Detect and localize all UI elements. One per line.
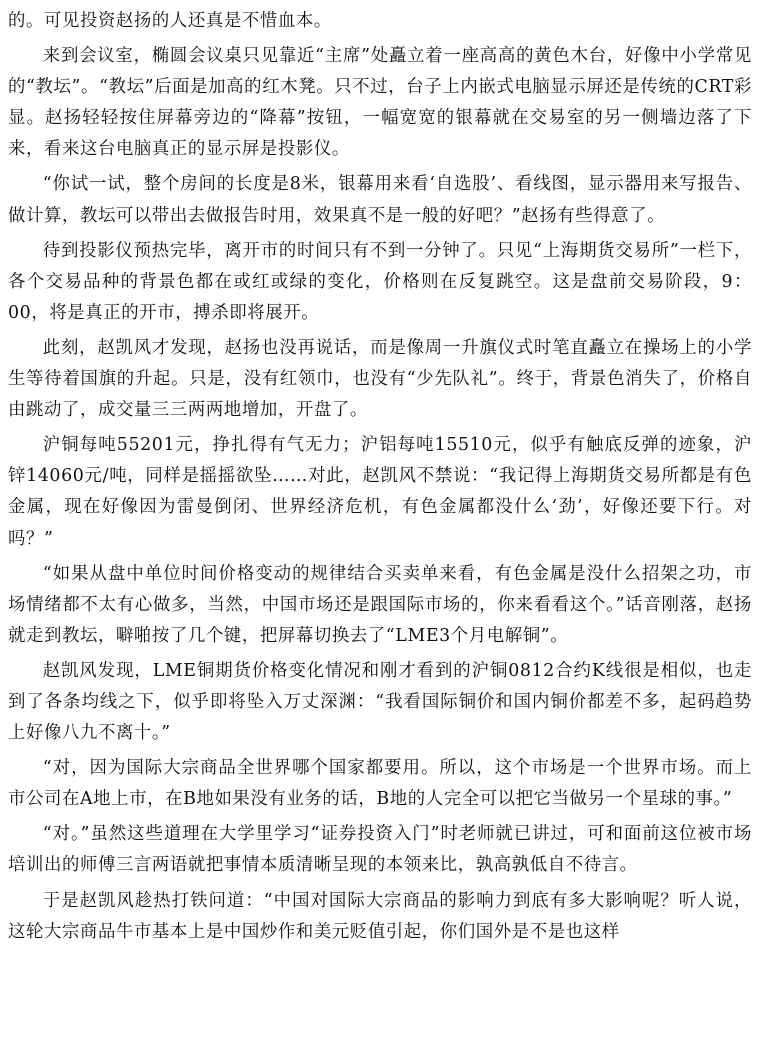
paragraph-3: “你试一试，整个房间的长度是8米，银幕用来看‘自选股’、看线图，显示器用来写报告、做计算，教坛可以带出去做报告时用，效果真不是一般的好吧？”赵扬有些得意了。: [8, 174, 752, 226]
paragraph-5: 此刻，赵凯风才发现，赵扬也没再说话，而是像周一升旗仪式时笔直矗立在操场上的小学生等待着国旗的升起。只是，没有红领巾，也没有“少先队礼”。终于，背景色消失了，价格自由跳动了，成交量三三两两地增加，开盘了。: [8, 337, 752, 421]
paragraph-10: “对。”虽然这些道理在大学里学习“证券投资入门”时老师就已讲过，可和面前这位被市场培训出的师傅三言两语就把事情本质清晰呈现的本领来比，孰高孰低自不待言。: [8, 824, 752, 876]
paragraph-1: 的。可见投资赵扬的人还真是不惜血本。: [8, 11, 332, 31]
paragraph-2: 来到会议室，椭圆会议桌只见靠近“主席”处矗立着一座高高的黄色木台，好像中小学常见的“教坛”。“教坛”后面是加高的红木凳。只不过，台子上内嵌式电脑显示屏还是传统的CRT彩显。赵扬轻轻按住屏幕旁边的“降幕”按钮，一幅宽宽的银幕就在交易室的另一侧墙边落了下来，看来这台电脑真正的显示屏是投影仪。: [8, 46, 752, 160]
document-page: [8, 6, 752, 948]
paragraph-7: “如果从盘中单位时间价格变动的规律结合买卖单来看，有色金属是没什么招架之功，市场情绪都不太有心做多，当然，中国市场还是跟国际市场的，你来看看这个。”话音刚落，赵扬就走到教坛，噼啪按了几个键，把屏幕切换去了“LME3个月电解铜”。: [8, 563, 752, 646]
paragraph-8: 赵凯风发现，LME铜期货价格变化情况和刚才看到的沪铜0812合约K线很是相似，也走到了各条均线之下，似乎即将坠入万丈深渊：“我看国际铜价和国内铜价都差不多，起码趋势上好像八九不离十。”: [8, 660, 752, 744]
paragraph-9: “对，因为国际大宗商品全世界哪个国家都要用。所以，这个市场是一个世界市场。而上市公司在A地上市，在B地如果没有业务的话，B地的人完全可以把它当做另一个星球的事。”: [8, 758, 752, 810]
paragraph-4: 待到投影仪预热完毕，离开市的时间只有不到一分钟了。只见“上海期货交易所”一栏下，各个交易品种的背景色都在或红或绿的变化，价格则在反复跳空。这是盘前交易阶段，9：00，将是真正的开市，搏杀即将展开。: [8, 240, 752, 323]
paragraph-11: 于是赵凯风趁热打铁问道：“中国对国际大宗商品的影响力到底有多大影响呢？听人说，这轮大宗商品牛市基本上是中国炒作和美元贬值引起，你们国外是不是也这样: [8, 890, 752, 942]
paragraph-6: 沪铜每吨55201元，挣扎得有气无力；沪铝每吨15510元，似乎有触底反弹的迹象，沪锌14060元/吨，同样是摇摇欲坠……对此，赵凯风不禁说：“我记得上海期货交易所都是有色金属，现在好像因为雷曼倒闭、世界经济危机，有色金属都没什么‘劲’，好像还要下行。对吗？”: [8, 435, 752, 549]
